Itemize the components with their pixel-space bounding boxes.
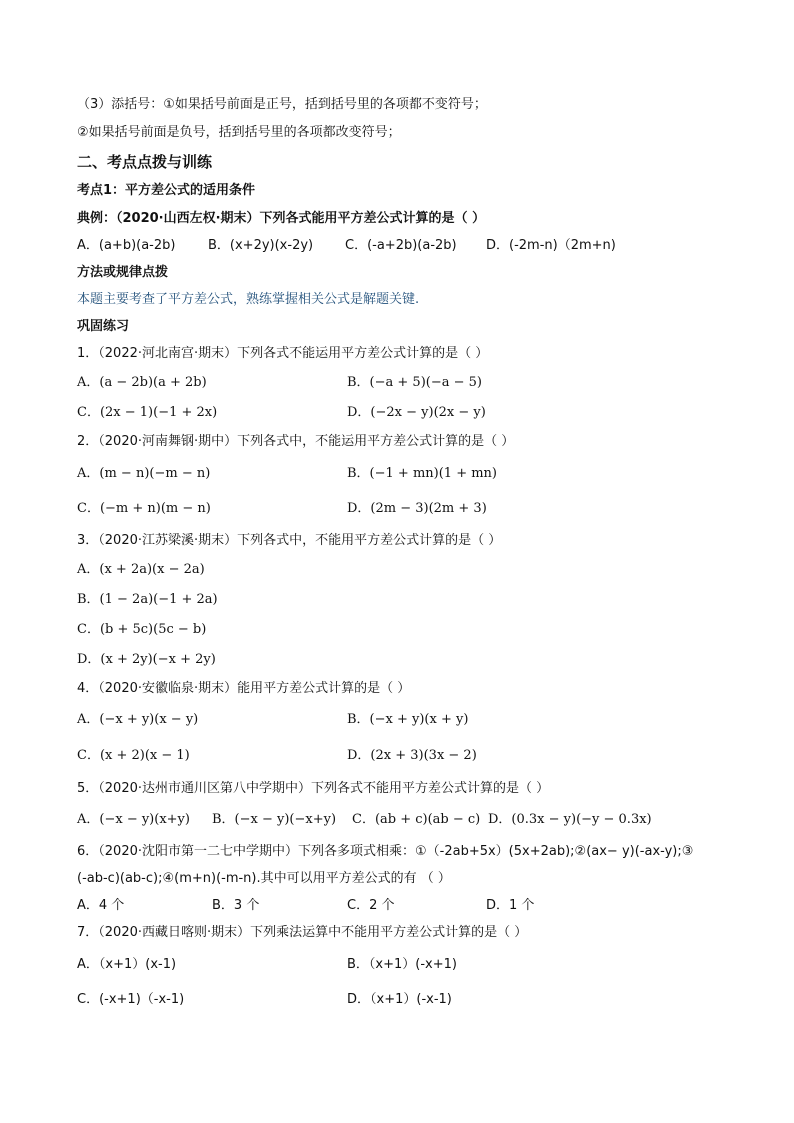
q6-stem-line2: (-ab-c)(ab-c);④(m+n)(-m-n).其中可以用平方差公式的有 （ ） xyxy=(77,871,451,886)
q3-stem: 3．（2020·江苏梁溪·期末）下列各式中，不能用平方差公式计算的是（ ） xyxy=(77,533,502,548)
q7-option-a: A．（x+1）(x-1) xyxy=(77,957,177,972)
q2-option-a: A．(m − n)(−m − n) xyxy=(77,466,211,481)
q7-option-b: B．（x+1）(-x+1) xyxy=(347,957,457,972)
method-title: 方法或规律点拨 xyxy=(77,265,169,280)
q4-option-b: B．(−x + y)(x + y) xyxy=(347,712,469,727)
q1-stem: 1．（2022·河北南宫·期末）下列各式不能运用平方差公式计算的是（ ） xyxy=(77,346,489,361)
q7-stem: 7．（2020·西藏日喀则·期末）下列乘法运算中不能用平方差公式计算的是（ ） xyxy=(77,925,528,940)
q2-stem: 2．（2020·河南舞钢·期中）下列各式中，不能运用平方差公式计算的是（ ） xyxy=(77,434,515,449)
q3-option-c: C．(b + 5c)(5c − b) xyxy=(77,622,207,637)
rule3-line2: ②如果括号前面是负号，括到括号里的各项都改变符号； xyxy=(77,125,401,140)
example-option-d: D．(-2m-n)（2m+n) xyxy=(486,238,616,253)
q2-option-d: D．(2m − 3)(2m + 3) xyxy=(347,501,487,516)
practice-title: 巩固练习 xyxy=(77,319,130,334)
q6-stem-line1: 6．（2020·沈阳市第一二七中学期中）下列各多项式相乘：①（-2ab+5x）(5x+2ab);②(ax− y)(-ax-y);③ xyxy=(77,844,694,859)
q3-option-d: D．(x + 2y)(−x + 2y) xyxy=(77,652,216,667)
q3-option-a: A．(x + 2a)(x − 2a) xyxy=(77,562,205,577)
example-option-b: B．(x+2y)(x-2y) xyxy=(208,238,314,253)
q5-option-a: A．(−x − y)(x+y) xyxy=(77,812,190,827)
rule3-line1: （3）添括号：①如果括号前面是正号，括到括号里的各项都不变符号； xyxy=(77,97,487,112)
q2-option-b: B．(−1 + mn)(1 + mn) xyxy=(347,466,497,481)
q1-option-d: D．(−2x − y)(2x − y) xyxy=(347,405,486,420)
kaodian1-title: 考点1：平方差公式的适用条件 xyxy=(77,183,256,198)
q2-option-c: C．(−m + n)(m − n) xyxy=(77,501,211,516)
section-title: 二、考点点拨与训练 xyxy=(77,153,213,171)
method-text: 本题主要考查了平方差公式，熟练掌握相关公式是解题关键. xyxy=(77,292,420,307)
q6-option-d: D．1 个 xyxy=(486,898,535,913)
example-option-a: A．(a+b)(a-2b) xyxy=(77,238,176,253)
q1-option-b: B．(−a + 5)(−a − 5) xyxy=(347,375,482,390)
q4-option-c: C．(x + 2)(x − 1) xyxy=(77,748,190,763)
example-stem-text: 典例：（2020·山西左权·期末）下列各式能用平方差公式计算的是（ ） xyxy=(77,211,486,226)
q6-option-b: B．3 个 xyxy=(212,898,260,913)
q4-option-a: A．(−x + y)(x − y) xyxy=(77,712,199,727)
q5-stem: 5．（2020·达州市通川区第八中学期中）下列各式不能用平方差公式计算的是（ ） xyxy=(77,781,550,796)
q6-option-c: C．2 个 xyxy=(347,898,395,913)
q6-option-a: A．4 个 xyxy=(77,898,125,913)
q3-option-b: B．(1 − 2a)(−1 + 2a) xyxy=(77,592,218,607)
q7-option-d: D．（x+1）(-x-1) xyxy=(347,992,452,1007)
q7-option-c: C．(-x+1)（-x-1) xyxy=(77,992,185,1007)
example-option-c: C．(-a+2b)(a-2b) xyxy=(345,238,457,253)
q5-option-c: C．(ab + c)(ab − c) xyxy=(352,812,481,827)
q4-stem: 4．（2020·安徽临泉·期末）能用平方差公式计算的是（ ） xyxy=(77,681,411,696)
q5-option-d: D．(0.3x − y)(−y − 0.3x) xyxy=(488,812,652,827)
q5-option-b: B．(−x − y)(−x+y) xyxy=(212,812,337,827)
q1-option-a: A．(a − 2b)(a + 2b) xyxy=(77,375,207,390)
q1-option-c: C．(2x − 1)(−1 + 2x) xyxy=(77,405,218,420)
example-stem xyxy=(77,210,485,228)
q4-option-d: D．(2x + 3)(3x − 2) xyxy=(347,748,477,763)
